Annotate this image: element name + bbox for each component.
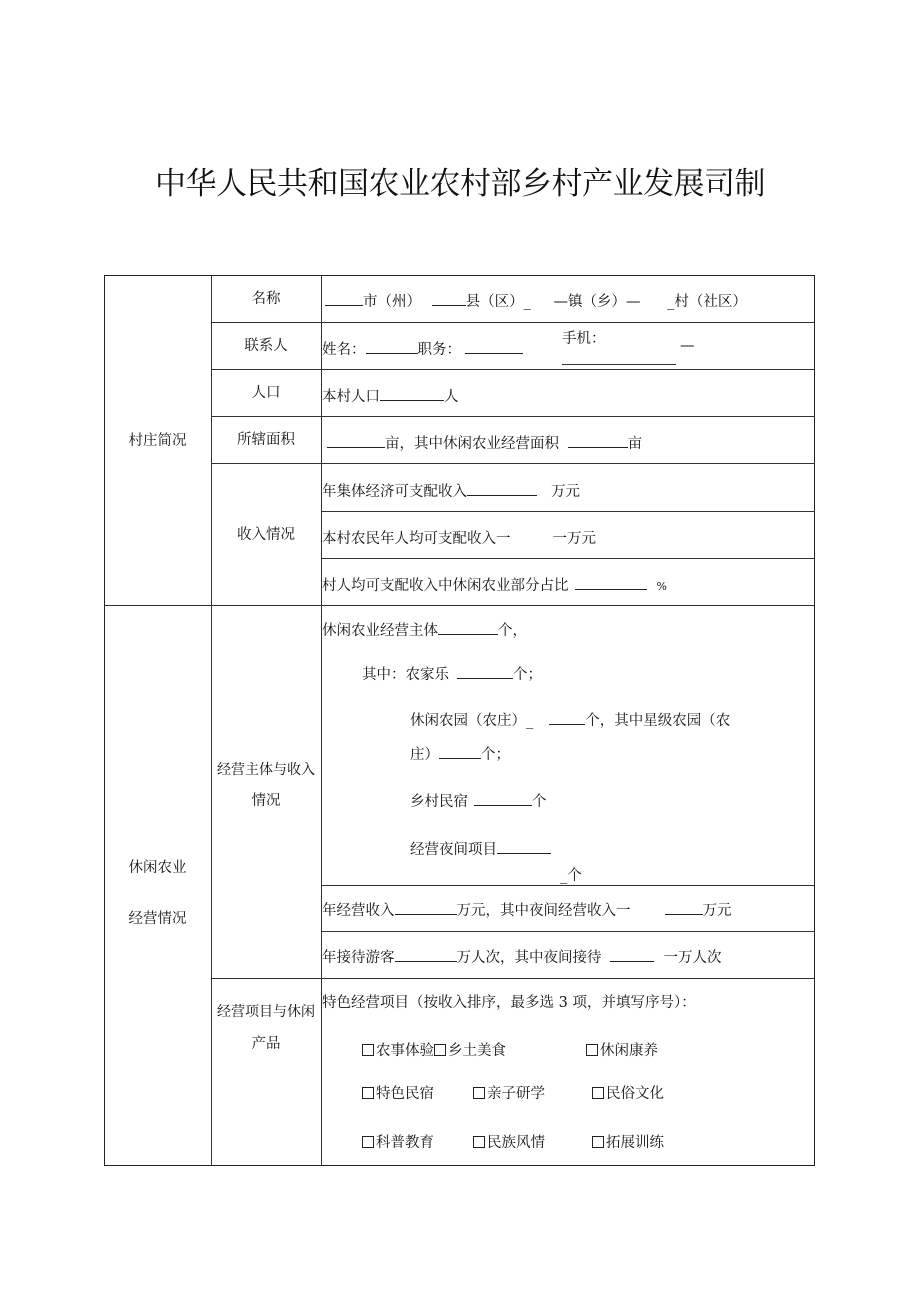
section-leisure-label: 经营情况	[128, 911, 187, 927]
visitors-text: 年接待游客	[322, 950, 395, 966]
nongjiale-unit: 个；	[513, 667, 542, 683]
visitors-unit: 一万人次	[663, 950, 722, 966]
pop-suffix: 人	[444, 389, 459, 405]
mobile-dash: —	[680, 338, 695, 354]
revenue-text: 年经营收入	[322, 903, 395, 919]
option-row-3a	[362, 1131, 434, 1152]
option-label: 乡土美食	[448, 1043, 506, 1059]
option-label: 农事体验	[376, 1043, 434, 1059]
income-share-text: 村人均可支配收入中休闲农业部分占比	[322, 578, 569, 594]
special-intro: 特色经营项目（按收入排序，最多选 3 项，并填写序号）：	[322, 995, 696, 1011]
blank-line	[325, 293, 363, 306]
garden-l2-text: 庄）	[410, 747, 439, 763]
blank-line	[366, 341, 418, 354]
revenue-mid: 万元，其中夜间经营收入一	[456, 903, 631, 919]
income-share-field[interactable]	[322, 574, 667, 595]
entity-total-unit: 个，	[498, 623, 527, 639]
night-projects-text: 经营夜间项目	[410, 842, 497, 858]
option-label: 民族风情	[487, 1135, 545, 1151]
option-label: 特色民宿	[376, 1086, 434, 1102]
village-text: _村（社区）	[667, 294, 747, 310]
label-name: 名称	[251, 291, 281, 307]
checkbox[interactable]	[592, 1136, 604, 1148]
checkbox[interactable]	[473, 1087, 485, 1099]
town-text: —镇（乡）—	[553, 294, 641, 310]
entity-total-text: 休闲农业经营主体	[322, 623, 438, 639]
option-row-2a	[362, 1082, 434, 1103]
column-divider	[321, 275, 322, 1166]
night-projects-field[interactable]	[410, 838, 551, 859]
income-collective-unit: 万元	[551, 484, 580, 500]
section-village-label: 村庄简况	[128, 433, 187, 449]
option-label: 科普教育	[376, 1135, 434, 1151]
contact-field[interactable]	[322, 338, 523, 359]
option-label: 拓展训练	[606, 1135, 664, 1151]
blank-line	[380, 388, 444, 401]
mobile-label: 手机：	[562, 331, 606, 347]
blank-line	[467, 483, 537, 496]
checkbox[interactable]	[434, 1044, 446, 1056]
blank-line	[549, 712, 585, 725]
income-share-unit: %	[656, 580, 667, 593]
row-divider	[321, 885, 815, 886]
blank-line	[395, 902, 457, 915]
nongjiale-text: 其中：农家乐	[362, 667, 449, 683]
checkbox[interactable]	[592, 1087, 604, 1099]
option-row-2c	[592, 1082, 664, 1103]
option-row-3b	[473, 1131, 545, 1152]
name-field[interactable]	[325, 290, 747, 311]
area-text: 亩，其中休闲农业经营面积	[385, 436, 559, 452]
option-label: 休闲康养	[600, 1043, 658, 1059]
income-collective-text: 年集体经济可支配收入	[322, 484, 467, 500]
garden-field[interactable]	[410, 709, 730, 730]
blank-line	[438, 622, 498, 635]
income-farmer-unit: 一万元	[552, 531, 596, 547]
blank-line	[665, 902, 703, 915]
document-title: 中华人民共和国农业农村部乡村产业发展司制	[155, 166, 765, 202]
label-entities: 经营主体与收入	[217, 762, 315, 778]
blank-line	[457, 666, 513, 679]
section-divider	[104, 605, 815, 606]
homestay-field[interactable]	[410, 790, 547, 811]
blank-line	[474, 793, 532, 806]
blank-line	[610, 949, 654, 962]
label-entities: 情况	[251, 793, 281, 809]
contact-post-text: 职务：	[417, 342, 461, 358]
row-divider	[211, 416, 815, 417]
blank-line	[432, 293, 466, 306]
checkbox[interactable]	[362, 1044, 374, 1056]
blank-line	[568, 435, 628, 448]
nongjiale-field[interactable]	[362, 663, 542, 684]
blank-line	[327, 435, 385, 448]
revenue-field[interactable]	[322, 899, 732, 920]
blank-line	[465, 341, 523, 354]
population-field[interactable]	[322, 385, 459, 406]
checkbox[interactable]	[362, 1136, 374, 1148]
checkbox[interactable]	[473, 1136, 485, 1148]
row-divider	[321, 931, 815, 932]
mobile-blank-line	[562, 364, 676, 365]
label-area: 所辖面积	[237, 432, 295, 448]
contact-name-text: 姓名：	[322, 342, 366, 358]
label-population: 人口	[251, 385, 281, 401]
visitors-mid: 万人次，其中夜间接待	[456, 950, 602, 966]
label-income: 收入情况	[237, 527, 295, 543]
garden-text: 休闲农园（农庄）_	[410, 713, 534, 729]
row-divider	[211, 463, 815, 464]
label-projects: 经营项目与休闲	[217, 1004, 315, 1020]
homestay-text: 乡村民宿	[410, 794, 468, 810]
area-field[interactable]	[327, 432, 642, 453]
visitors-field[interactable]	[322, 946, 722, 967]
income-farmer-field[interactable]	[322, 527, 596, 548]
blank-line	[439, 746, 481, 759]
blank-line	[575, 577, 647, 590]
checkbox[interactable]	[586, 1044, 598, 1056]
row-divider	[211, 369, 815, 370]
blank-line	[395, 949, 457, 962]
label-contact: 联系人	[244, 338, 288, 354]
income-collective-field[interactable]	[322, 480, 580, 501]
row-divider	[321, 558, 815, 559]
section-leisure-label: 休闲农业	[128, 860, 187, 876]
label-projects: 产品	[251, 1036, 281, 1052]
city-text: 市（州）	[363, 294, 421, 310]
homestay-unit: 个	[532, 794, 547, 810]
night-unit: _个	[560, 868, 582, 884]
area-unit: 亩	[627, 436, 643, 452]
row-divider	[211, 322, 815, 323]
county-text: 县（区）_	[465, 294, 531, 310]
option-row-1	[362, 1039, 506, 1060]
option-row-1b	[586, 1039, 658, 1060]
option-row-2b	[473, 1082, 545, 1103]
revenue-unit: 万元	[702, 903, 732, 919]
blank-line	[497, 841, 551, 854]
option-label: 民俗文化	[606, 1086, 664, 1102]
row-divider	[211, 978, 815, 979]
option-label: 亲子研学	[487, 1086, 545, 1102]
garden-mid: 个，其中星级农园（农	[585, 713, 731, 729]
entity-total-field[interactable]	[322, 619, 527, 640]
garden-field-line2[interactable]	[410, 743, 510, 764]
option-row-3c	[592, 1131, 664, 1152]
checkbox[interactable]	[362, 1087, 374, 1099]
row-divider	[321, 511, 815, 512]
garden-l2-unit: 个；	[481, 747, 510, 763]
pop-prefix: 本村人口	[322, 389, 380, 405]
income-farmer-text: 本村农民年人均可支配收入一	[322, 531, 511, 547]
